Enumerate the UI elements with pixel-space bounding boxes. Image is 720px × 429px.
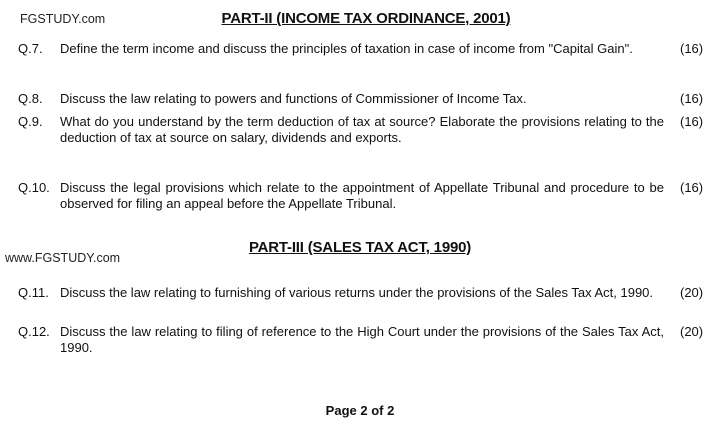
question-marks: (16) bbox=[680, 180, 704, 195]
watermark: FGSTUDY.com bbox=[20, 12, 106, 26]
section-heading-part-iii: PART-III (SALES TAX ACT, 1990) bbox=[248, 239, 472, 256]
question-number: Q.11. bbox=[18, 285, 49, 300]
question-marks: (16) bbox=[680, 41, 704, 56]
question-text: Discuss the law relating to furnishing of various returns under the provisions of the Sales Tax Act, 1990. bbox=[60, 285, 654, 300]
question-marks: (16) bbox=[680, 114, 704, 129]
question-number: Q.12. bbox=[18, 324, 50, 339]
page-number: Page 2 of 2 bbox=[325, 403, 395, 418]
question-text: Discuss the law relating to filing of reference to the High Court under the provisions of the Sales Tax Act, 1990. bbox=[60, 324, 664, 355]
watermark: www.FGSTUDY.com bbox=[5, 251, 121, 265]
section-heading-part-ii: PART-II (INCOME TAX ORDINANCE, 2001) bbox=[221, 10, 511, 27]
question-text: Discuss the law relating to powers and functions of Commissioner of Income Tax. bbox=[60, 91, 527, 106]
question-marks: (20) bbox=[680, 285, 704, 300]
question-number: Q.8. bbox=[18, 91, 43, 106]
question-marks: (20) bbox=[680, 324, 704, 339]
question-marks: (16) bbox=[680, 91, 704, 106]
question-text: Discuss the legal provisions which relate to the appointment of Appellate Tribunal and procedure to be observed for filing an appeal before the Appellate Tribunal. bbox=[60, 180, 664, 211]
question-number: Q.7. bbox=[18, 41, 43, 56]
question-number: Q.9. bbox=[18, 114, 43, 129]
question-text: Define the term income and discuss the principles of taxation in case of income from "Capital Gain". bbox=[60, 41, 633, 56]
question-number: Q.10. bbox=[18, 180, 50, 195]
question-text: What do you understand by the term deduction of tax at source? Elaborate the provisions relating to the deduction of tax at source on salary, dividends and exports. bbox=[60, 114, 664, 145]
